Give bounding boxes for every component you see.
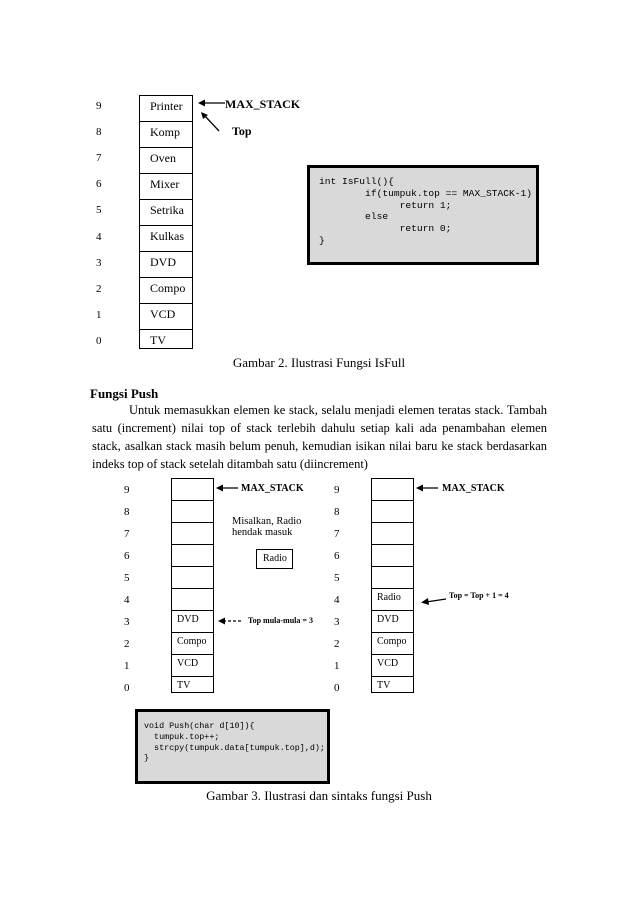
stack-cell xyxy=(171,522,214,545)
stack-cell: VCD xyxy=(139,303,193,330)
stack-index: 2 xyxy=(96,283,102,295)
right-arrow-icon xyxy=(418,593,448,609)
stack-cell: Oven xyxy=(139,147,193,174)
stack-cell: Compo xyxy=(171,632,214,655)
stack-cell xyxy=(171,566,214,589)
stack-cell: VCD xyxy=(171,654,214,677)
figure-2-caption: Gambar 2. Ilustrasi Fungsi IsFull xyxy=(232,355,406,370)
stack-cell xyxy=(171,478,214,501)
stack-cell: TV xyxy=(371,676,414,693)
stack-index: 8 xyxy=(124,506,130,518)
isfull-code: int IsFull(){ if(tumpuk.top == MAX_STACK-1) return 1; else return 0; } xyxy=(319,176,533,246)
stack-cell xyxy=(371,544,414,567)
stack-index: 0 xyxy=(96,335,102,347)
stack-index: 4 xyxy=(334,594,340,606)
stack-cell xyxy=(371,522,414,545)
stack-index: 4 xyxy=(96,231,102,243)
stack-cell: DVD xyxy=(371,610,414,633)
top-new-label: Top = Top + 1 = 4 xyxy=(449,591,509,600)
stack-index: 1 xyxy=(334,660,340,672)
radio-box: Radio xyxy=(256,549,293,569)
stack-cell: Compo xyxy=(371,632,414,655)
stack-index: 5 xyxy=(124,572,130,584)
stack-cell xyxy=(171,588,214,611)
stack-index: 5 xyxy=(334,572,340,584)
stack-cell: TV xyxy=(139,329,193,349)
section-heading: Fungsi Push xyxy=(90,386,159,401)
stack-cell xyxy=(171,544,214,567)
top-initial-label: Top mula-mula = 3 xyxy=(248,616,313,625)
stack-index: 7 xyxy=(124,528,130,540)
stack-cell: Radio xyxy=(371,588,414,611)
stack-index: 5 xyxy=(96,204,102,216)
stack-cell: Komp xyxy=(139,121,193,148)
stack-index: 1 xyxy=(96,309,102,321)
stack-index: 3 xyxy=(124,616,130,628)
stack-index: 0 xyxy=(334,682,340,694)
stack-cell: Setrika xyxy=(139,199,193,226)
stack-index: 7 xyxy=(96,152,102,164)
stack-cell: TV xyxy=(171,676,214,693)
stack-index: 3 xyxy=(334,616,340,628)
stack-index: 6 xyxy=(124,550,130,562)
insert-note: Misalkan, Radio hendak masuk xyxy=(232,516,302,538)
stack-index: 2 xyxy=(124,638,130,650)
stack-index: 8 xyxy=(96,126,102,138)
isfull-code-box xyxy=(307,165,539,265)
stack-index: 3 xyxy=(96,257,102,269)
left-arrow-icon xyxy=(214,480,240,496)
stack-cell: DVD xyxy=(139,251,193,278)
stack-index: 9 xyxy=(96,100,102,112)
stack-index: 0 xyxy=(124,682,130,694)
stack-cell xyxy=(171,500,214,523)
stack-index: 4 xyxy=(124,594,130,606)
top-label: Top xyxy=(232,124,252,138)
stack-cell: Printer xyxy=(139,95,193,122)
left-arrow-icon xyxy=(214,613,244,629)
stack-cell: DVD xyxy=(171,610,214,633)
stack-index: 6 xyxy=(96,178,102,190)
right-arrow-icon xyxy=(414,480,440,496)
figure-3-caption: Gambar 3. Ilustrasi dan sintaks fungsi Push xyxy=(206,788,432,803)
stack-cell xyxy=(371,478,414,501)
stack-index: 8 xyxy=(334,506,340,518)
stack-index: 1 xyxy=(124,660,130,672)
stack-index: 7 xyxy=(334,528,340,540)
stack-index: 9 xyxy=(334,484,340,496)
stack-index: 9 xyxy=(124,484,130,496)
stack-cell xyxy=(371,566,414,589)
stack-cell: Compo xyxy=(139,277,193,304)
max-stack-label-left: MAX_STACK xyxy=(241,483,304,494)
section-paragraph: Untuk memasukkan elemen ke stack, selalu menjadi elemen teratas stack. Tambah satu (increment) nilai top of stack terlebih dahulu setiap kali ada penambahan elemen stack, asalkan stack masih belum penuh, kemudian isikan nilai baru ke stack berdasarkan indeks top of stack setelah ditambah satu (diincrement) xyxy=(92,403,547,471)
stack-cell: VCD xyxy=(371,654,414,677)
stack-index: 2 xyxy=(334,638,340,650)
max-stack-label: MAX_STACK xyxy=(225,97,301,111)
stack-cell: Mixer xyxy=(139,173,193,200)
stack-index: 6 xyxy=(334,550,340,562)
stack-cell xyxy=(371,500,414,523)
max-stack-label-right: MAX_STACK xyxy=(442,483,505,494)
stack-cell: Kulkas xyxy=(139,225,193,252)
push-code: void Push(char d[10]){ tumpuk.top++; strcpy(tumpuk.data[tumpuk.top],d); } xyxy=(144,721,325,764)
push-code-box xyxy=(135,709,330,784)
